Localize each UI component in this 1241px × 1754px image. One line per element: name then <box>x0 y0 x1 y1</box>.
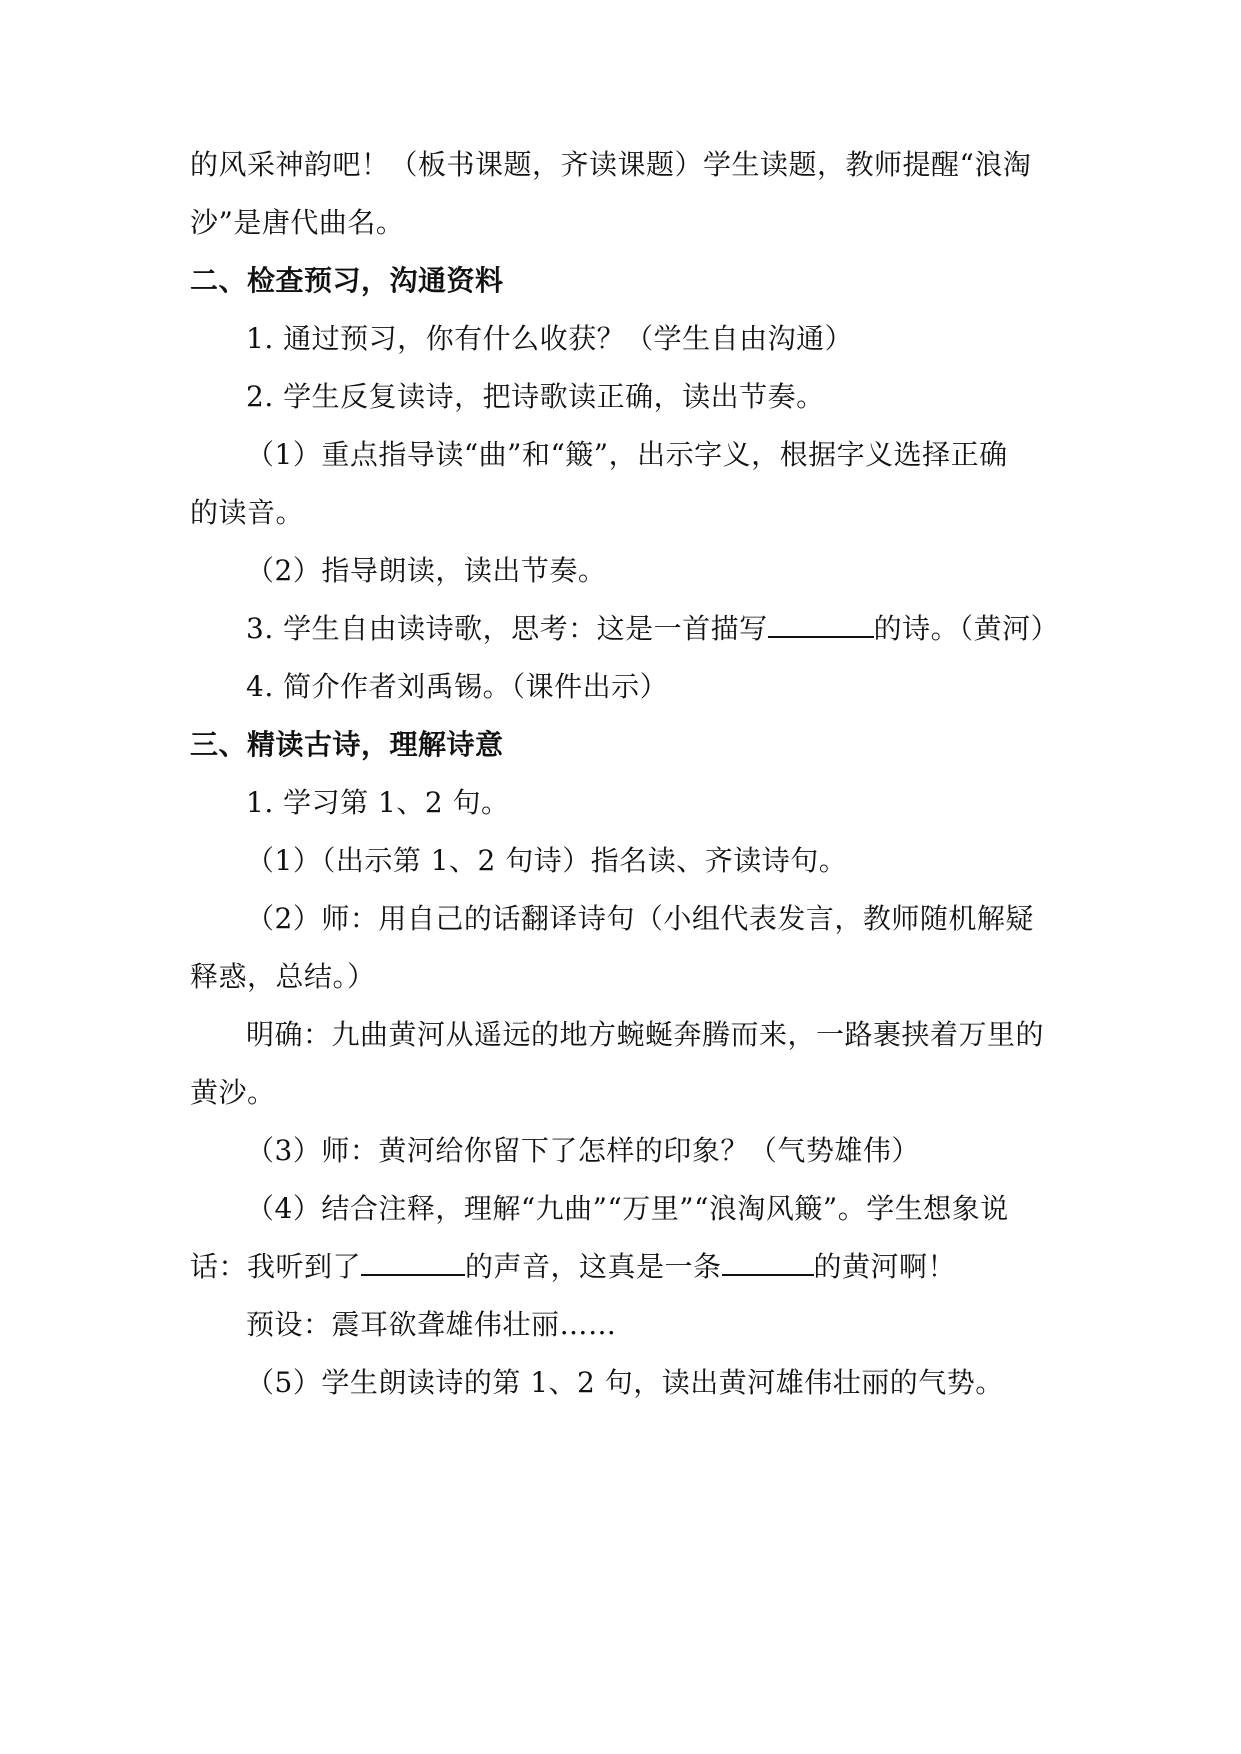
sub-item: （2）师：用自己的话翻译诗句（小组代表发言，教师随机解疑 <box>246 902 1034 935</box>
prompt-text: 的声音，这真是一条 <box>465 1250 722 1283</box>
paragraph-line: 黄沙。 <box>190 1076 276 1109</box>
paragraph-line: 的读音。 <box>190 496 305 529</box>
sub-item: （1）重点指导读“曲”和“簸”，出示字义，根据字义选择正确 <box>246 438 1008 471</box>
answer-text: 的诗。（黄河） <box>873 612 1060 645</box>
question-text: 3. 学生自由读诗歌，思考：这是一首描写 <box>246 612 768 645</box>
list-item: 4. 简介作者刘禹锡。（课件出示） <box>246 670 669 703</box>
section-heading-3: 三、精读古诗，理解诗意 <box>190 728 504 761</box>
sub-item: （5）学生朗读诗的第 1、2 句，读出黄河雄伟壮丽的气势。 <box>246 1366 1004 1399</box>
paragraph-line: 的风采神韵吧！（板书课题，齐读课题）学生读题，教师提醒“浪淘 <box>190 148 1032 181</box>
list-item: 2. 学生反复读诗，把诗歌读正确，读出节奏。 <box>246 380 825 413</box>
fill-blank <box>361 1250 465 1276</box>
section-heading-2: 二、检查预习，沟通资料 <box>190 264 504 297</box>
prompt-text: 的黄河啊！ <box>813 1250 957 1283</box>
list-item <box>246 609 1070 649</box>
prompt-text: 话：我听到了 <box>190 1250 362 1283</box>
sub-item: （1）（出示第 1、2 句诗）指名读、齐读诗句。 <box>246 844 848 877</box>
paragraph-line: 明确：九曲黄河从遥远的地方蜿蜒奔腾而来，一路裹挟着万里的 <box>246 1018 1045 1051</box>
sub-item: （3）师：黄河给你留下了怎样的印象？（气势雄伟） <box>246 1134 920 1167</box>
fill-blank <box>768 612 874 638</box>
paragraph-line <box>190 1247 1070 1287</box>
paragraph-line: 释惑，总结。） <box>190 960 376 993</box>
list-item: 1. 通过预习，你有什么收获？（学生自由沟通） <box>246 322 854 355</box>
list-item: 1. 学习第 1、2 句。 <box>246 786 510 819</box>
paragraph-line: 预设：震耳欲聋雄伟壮丽…… <box>246 1308 617 1341</box>
fill-blank <box>722 1250 814 1276</box>
sub-item: （4）结合注释，理解“九曲”“万里”“浪淘风簸”。学生想象说 <box>246 1192 1009 1225</box>
paragraph-line: 沙”是唐代曲名。 <box>190 206 405 239</box>
sub-item: （2）指导朗读，读出节奏。 <box>246 554 607 587</box>
